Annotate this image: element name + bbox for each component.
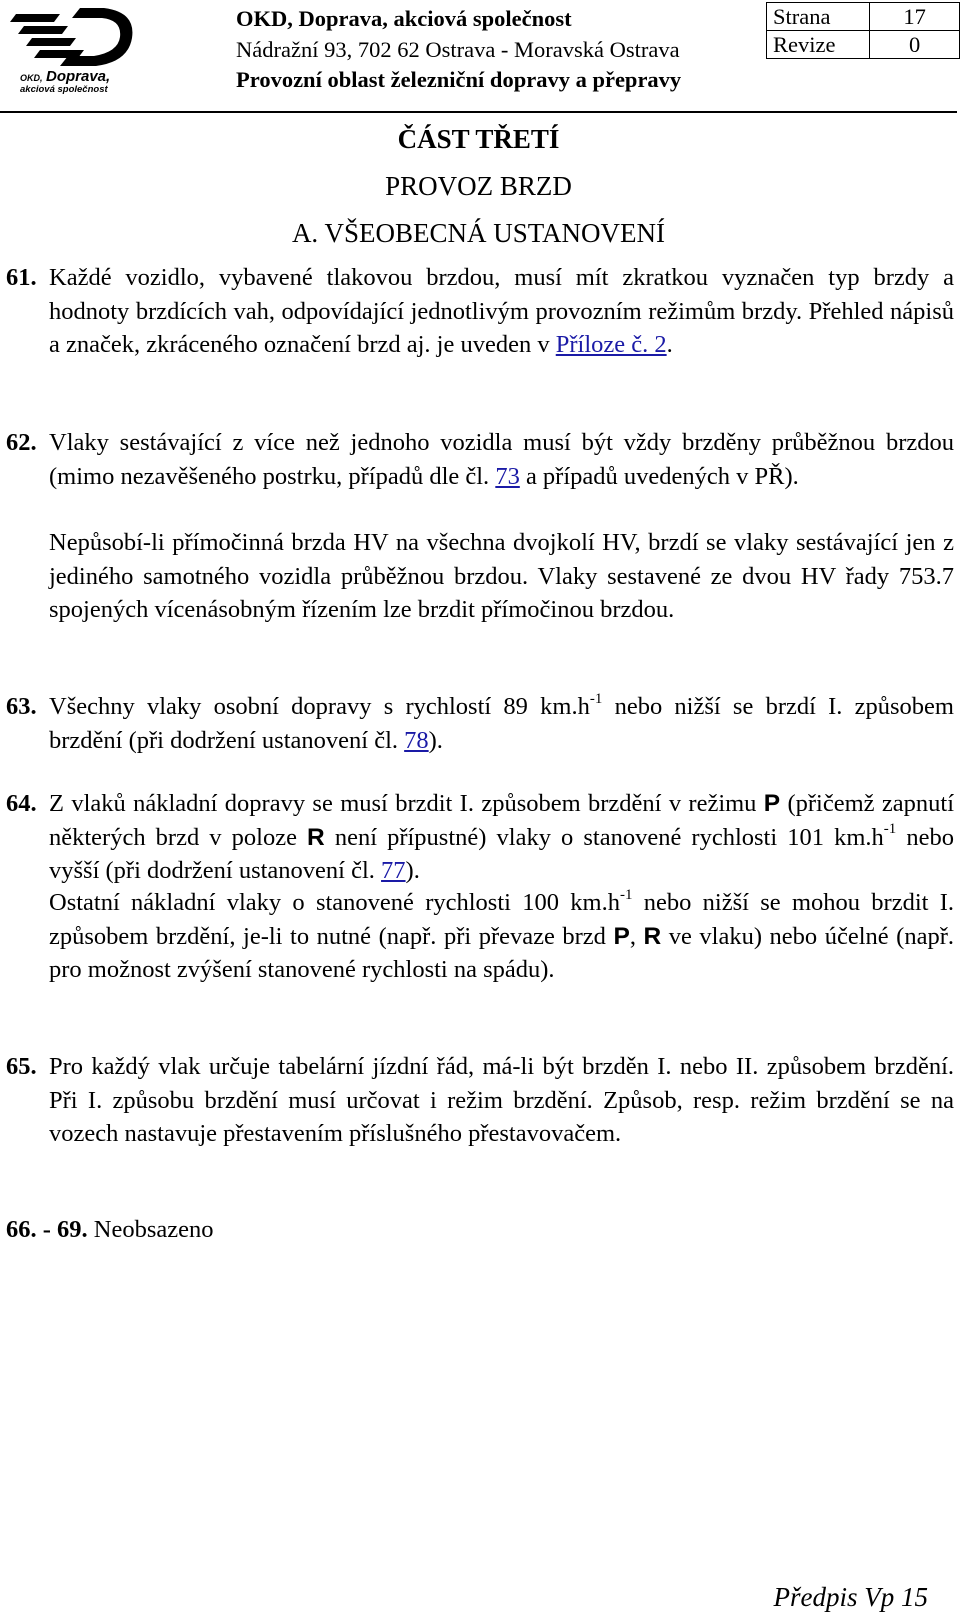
article-61	[6, 261, 954, 362]
article-text-end: .	[666, 331, 673, 359]
part-heading: ČÁST TŘETÍ	[397, 124, 560, 154]
article-text-end: a případů uvedených v PŘ).	[519, 462, 799, 490]
superscript: -1	[883, 821, 897, 838]
article-text: Z vlaků nákladní dopravy se musí brzdit I. způsobem brzdění v režimu	[49, 790, 764, 817]
article-text: Pro každý vlak určuje tabelární jízdní řád, má-li být brzděn I. nebo II. způsobem brzdění. Při I. způsobu brzdění musí určovat i režim brzdění. Způsob, resp. režim brzdění se na vozech nastavuje přestavením příslušného přestavovačem.	[49, 1053, 954, 1148]
superscript: -1	[589, 690, 603, 707]
page-number: 17	[870, 3, 960, 31]
mode-p: P	[763, 790, 781, 817]
article-text-cont: nebo nižší se mohou brzdit I. způsobem brzdění, je-li to nutné (např. při převaze brzd	[49, 889, 955, 950]
page-meta-table	[766, 2, 960, 59]
article-64	[6, 787, 954, 888]
article-64-paragraph-2	[6, 886, 954, 987]
mode-p: P	[613, 922, 630, 950]
article-link-78[interactable]: 78	[404, 726, 429, 754]
article-62	[6, 426, 954, 493]
article-text-cont: ,	[629, 922, 644, 950]
article-text: Všechny vlaky osobní dopravy s rychlostí 89 km.h	[49, 693, 590, 720]
article-text-end: ve vlaku) nebo účelné (např. pro možnost zvýšení stanovené rychlosti na spádu).	[49, 922, 955, 984]
logo-text-main: Doprava,	[46, 68, 111, 85]
company-address: Nádražní 93, 702 62 Ostrava - Moravská Ostrava	[236, 36, 680, 62]
article-text-end: ).	[405, 857, 420, 885]
company-name: OKD, Doprava, akciová společnost	[236, 6, 572, 31]
article-number: 61.	[6, 264, 37, 291]
revision-number: 0	[870, 31, 960, 59]
article-link-77[interactable]: 77	[381, 857, 406, 885]
article-text-cont: (přičemž zapnutí některých brzd v poloze	[49, 790, 955, 851]
article-number: 64.	[6, 790, 37, 817]
title-heading: PROVOZ BRZD	[385, 171, 572, 201]
article-number: 65.	[6, 1053, 37, 1080]
article-65	[6, 1050, 954, 1151]
company-area: Provozní oblast železniční dopravy a přepravy	[236, 67, 682, 92]
mode-r: R	[307, 823, 325, 851]
article-number: 63.	[6, 693, 37, 720]
logo-text-prefix: OKD,	[20, 73, 43, 83]
article-text: Každé vozidlo, vybavené tlakovou brzdou, musí mít zkratkou vyznačen typ brzdy a hodnoty brzdících vah, odpovídající jednotlivým provozním režimům brzdy. Přehled nápisů a značek, zkráceného označení brzd aj. je uveden v	[49, 264, 954, 359]
article-number: 62.	[6, 429, 37, 456]
article-text-cont: nebo vyšší (při dodržení ustanovení čl.	[49, 823, 954, 885]
article-text: Vlaky sestávající z více než jednoho vozidla musí být vždy brzděny průběžnou brzdou (mimo nezavěšeného postrku, případů dle čl.	[49, 429, 954, 490]
article-text: Ostatní nákladní vlaky o stanovené rychlosti 100 km.h	[49, 889, 620, 916]
company-logo	[2, 4, 140, 96]
appendix-link[interactable]: Příloze č. 2	[555, 331, 667, 359]
superscript: -1	[619, 886, 633, 903]
article-text-cont: nebo nižší se brzdí I. způsobem brzdění (při dodržení ustanovení čl.	[49, 693, 954, 754]
article-text-cont: není přípustné) vlaky o stanovené rychlosti 101 km.h	[324, 823, 884, 851]
header-divider	[0, 111, 957, 113]
header-company-block	[236, 4, 681, 96]
article-66-69	[6, 1213, 954, 1247]
article-number: 66. - 69.	[6, 1216, 88, 1243]
article-link-73[interactable]: 73	[495, 462, 520, 490]
footer-regulation: Předpis Vp 15	[773, 1582, 928, 1612]
mode-r: R	[643, 922, 662, 950]
article-62-paragraph-2: Nepůsobí-li přímočinná brzda HV na všechna dvojkolí HV, brzdí se vlaky sestávající jen z jediného samotného vozidla průběžnou brzdou. Vlaky sestavené ze dvou HV řady 753.7 spojených vícenásobným řízením lze brzdit přímočinou brzdou.	[49, 529, 954, 624]
revision-label: Revize	[767, 31, 870, 59]
section-heading: A. VŠEOBECNÁ USTANOVENÍ	[291, 218, 666, 248]
article-63	[6, 690, 954, 757]
article-text-end: ).	[428, 726, 443, 754]
page-label: Strana	[767, 3, 870, 31]
article-text: Neobsazeno	[93, 1216, 214, 1243]
logo-text-sub: akciová společnost	[20, 84, 108, 95]
